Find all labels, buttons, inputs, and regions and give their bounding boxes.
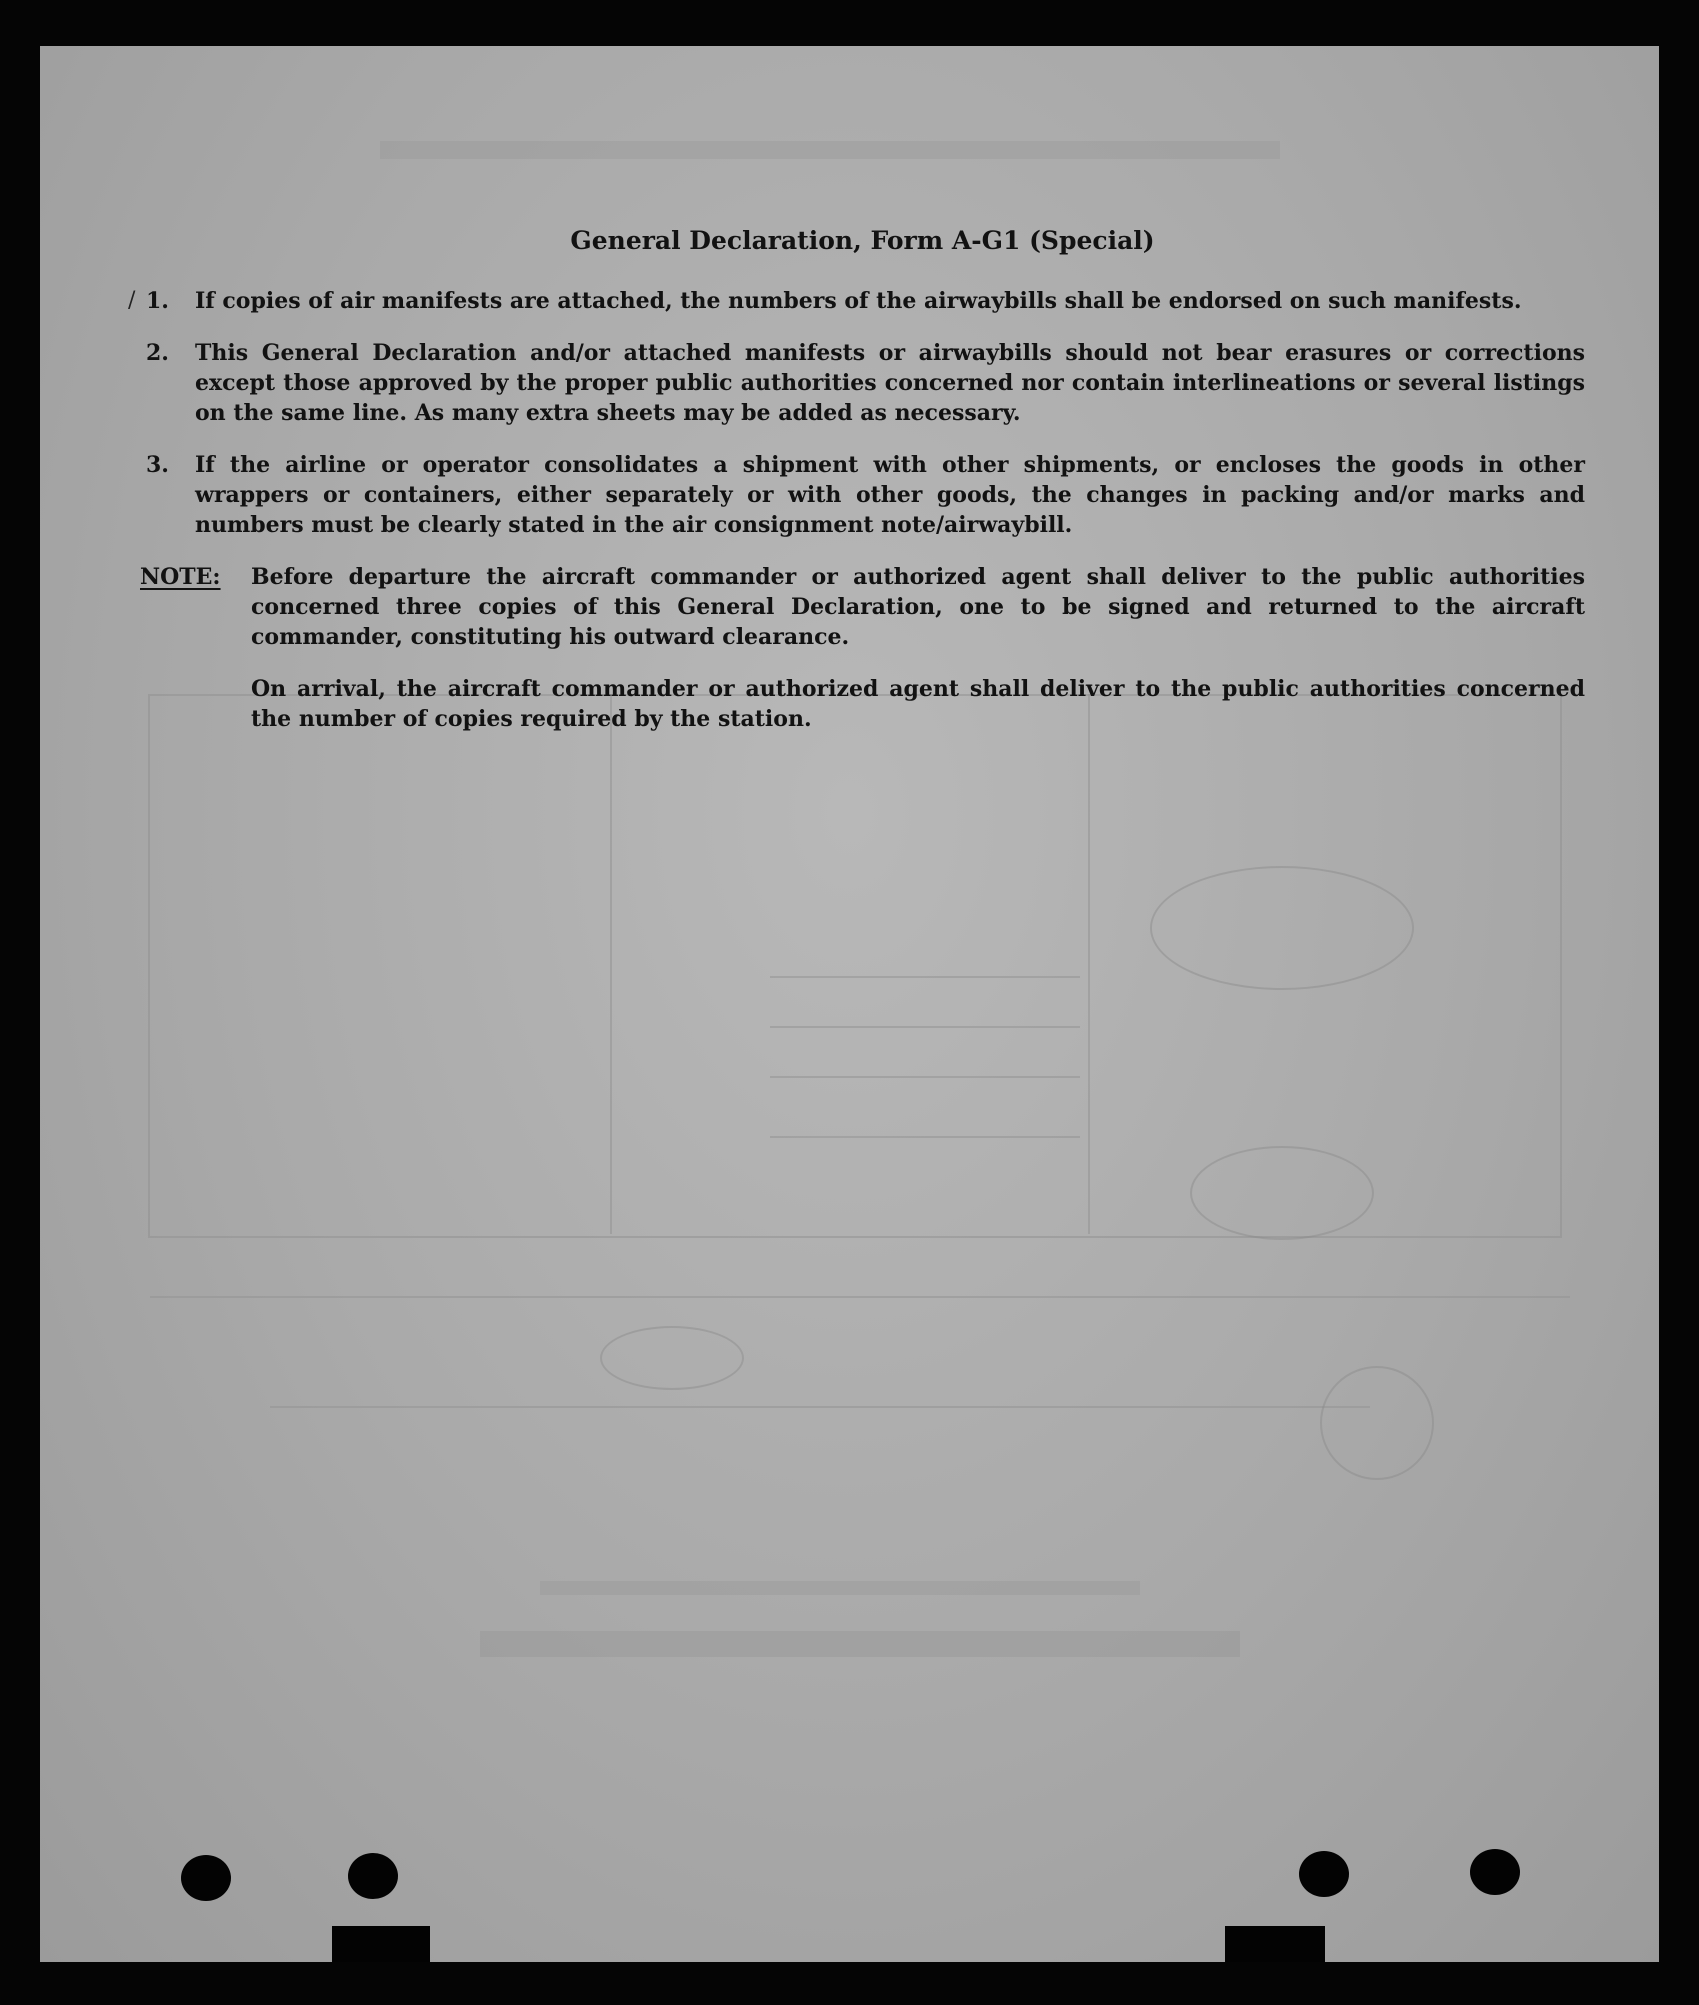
instruction-item [128,286,1585,316]
note-body [251,562,1585,756]
item-number: 1. [146,288,169,314]
item-text: If the airline or operator consolidates a shipment with other shipments, or encloses the goods in other wrappers or containers, either separately or with other goods, the changes in packing and/or marks and numbers must be clearly stated in the air consignment note/airwaybill. [195,452,1585,538]
binder-tab-notch [1225,1926,1325,1962]
item-number: 2. [146,340,169,366]
instruction-item [140,450,1585,540]
show-through-rule [770,1076,1080,1078]
show-through-signature [1190,1146,1374,1240]
show-through-heading-bar [480,1631,1240,1657]
paper-sheet [40,46,1659,1962]
show-through-rule [1088,694,1090,1234]
punch-hole [1299,1851,1349,1897]
punch-hole [348,1853,398,1899]
show-through-rule [610,694,612,1234]
item-text: This General Declaration and/or attached manifests or airwaybills should not bear erasures or corrections except those approved by the proper public authorities concerned nor contain interlineations or several listings on the same line. As many extra sheets may be added as necessary. [195,340,1585,426]
show-through-rule [270,1406,1370,1408]
show-through-signature [1150,866,1414,990]
item-text: If copies of air manifests are attached, the numbers of the airwaybills shall be endorsed on such manifests. [195,288,1522,314]
show-through-rule [770,1026,1080,1028]
show-through-heading-bar [540,1581,1140,1595]
check-mark-icon: / [128,288,136,313]
show-through-heading-bar [380,141,1280,159]
note-label: NOTE: [140,564,221,590]
note-paragraph: Before departure the aircraft commander or authorized agent shall deliver to the public authorities concerned three copies of this General Declaration, one to be signed and returned to the aircraft commander, constituting his outward clearance. [251,564,1585,650]
punch-hole [181,1855,231,1901]
page-title: General Declaration, Form A-G1 (Special) [570,226,1155,255]
note-section [140,562,1585,756]
note-paragraph: On arrival, the aircraft commander or authorized agent shall deliver to the public authorities concerned the number of copies required by the station. [251,676,1585,732]
show-through-rule [770,976,1080,978]
declaration-instructions [128,224,1585,756]
show-through-rule [150,1296,1570,1298]
show-through-stamp [600,1326,744,1390]
show-through-rule [770,1136,1080,1138]
instruction-item [140,338,1585,428]
punch-hole [1470,1849,1520,1895]
show-through-stamp [1320,1366,1434,1480]
binder-tab-notch [332,1926,430,1962]
item-number: 3. [146,452,169,478]
